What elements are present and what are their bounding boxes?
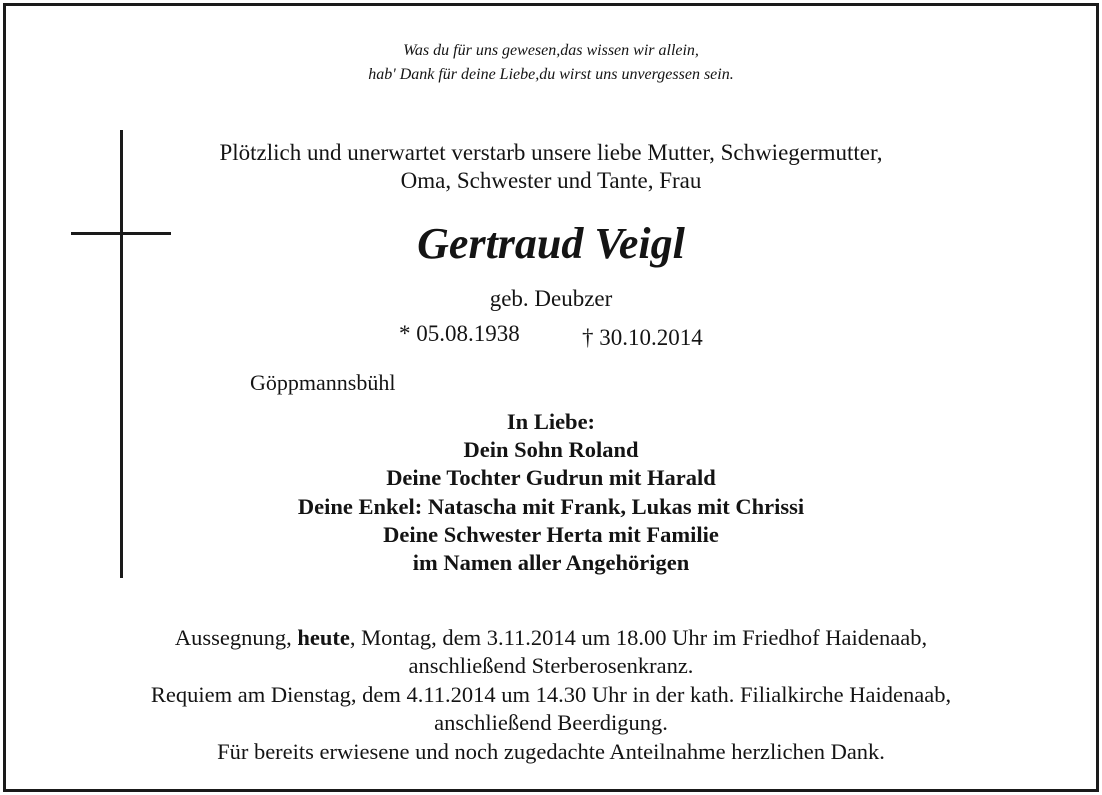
intro-line-2: Oma, Schwester und Tante, Frau (400, 168, 702, 193)
aussegnung-line-2: anschließend Sterberosenkranz. (408, 653, 694, 678)
signature-line: im Namen aller Angehörigen (412, 550, 690, 575)
maiden-name: geb. Deubzer (489, 286, 613, 311)
intro-line-1: Plötzlich und unerwartet verstarb unsere liebe Mutter, Schwiegermutter, (219, 140, 883, 165)
aussegnung-suffix: , Montag, dem 3.11.2014 um 18.00 Uhr im Friedhof Haidenaab, (349, 625, 928, 650)
signature-line: In Liebe: (506, 409, 596, 434)
deceased-name: Gertraud Veigl (417, 219, 685, 268)
aussegnung-line-1 (6, 624, 1096, 653)
aussegnung-prefix: Aussegnung, (174, 625, 298, 650)
aussegnung-today: heute (297, 625, 350, 650)
requiem-line-1: Requiem am Dienstag, dem 4.11.2014 um 14.30 Uhr in der kath. Filialkirche Haidenaab, (150, 682, 952, 707)
requiem-line-2: anschließend Beerdigung. (434, 710, 668, 735)
thanks-line: Für bereits erwiesene und noch zugedachte Anteilnahme herzlichen Dank. (217, 739, 885, 764)
motto-line-2: hab' Dank für deine Liebe,du wirst uns unvergessen sein. (368, 66, 734, 83)
death-date: † 30.10.2014 (582, 325, 703, 350)
birth-date: * 05.08.1938 (399, 321, 520, 346)
signature-line: Dein Sohn Roland (463, 437, 639, 462)
motto-line-1: Was du für uns gewesen,das wissen wir allein, (403, 42, 699, 59)
signature-line: Deine Tochter Gudrun mit Harald (386, 465, 716, 490)
residence-place: Göppmannsbühl (250, 370, 396, 395)
obituary-frame (3, 3, 1099, 792)
signature-line: Deine Schwester Herta mit Familie (383, 522, 719, 547)
signature-line: Deine Enkel: Natascha mit Frank, Lukas mit Chrissi (297, 494, 805, 519)
